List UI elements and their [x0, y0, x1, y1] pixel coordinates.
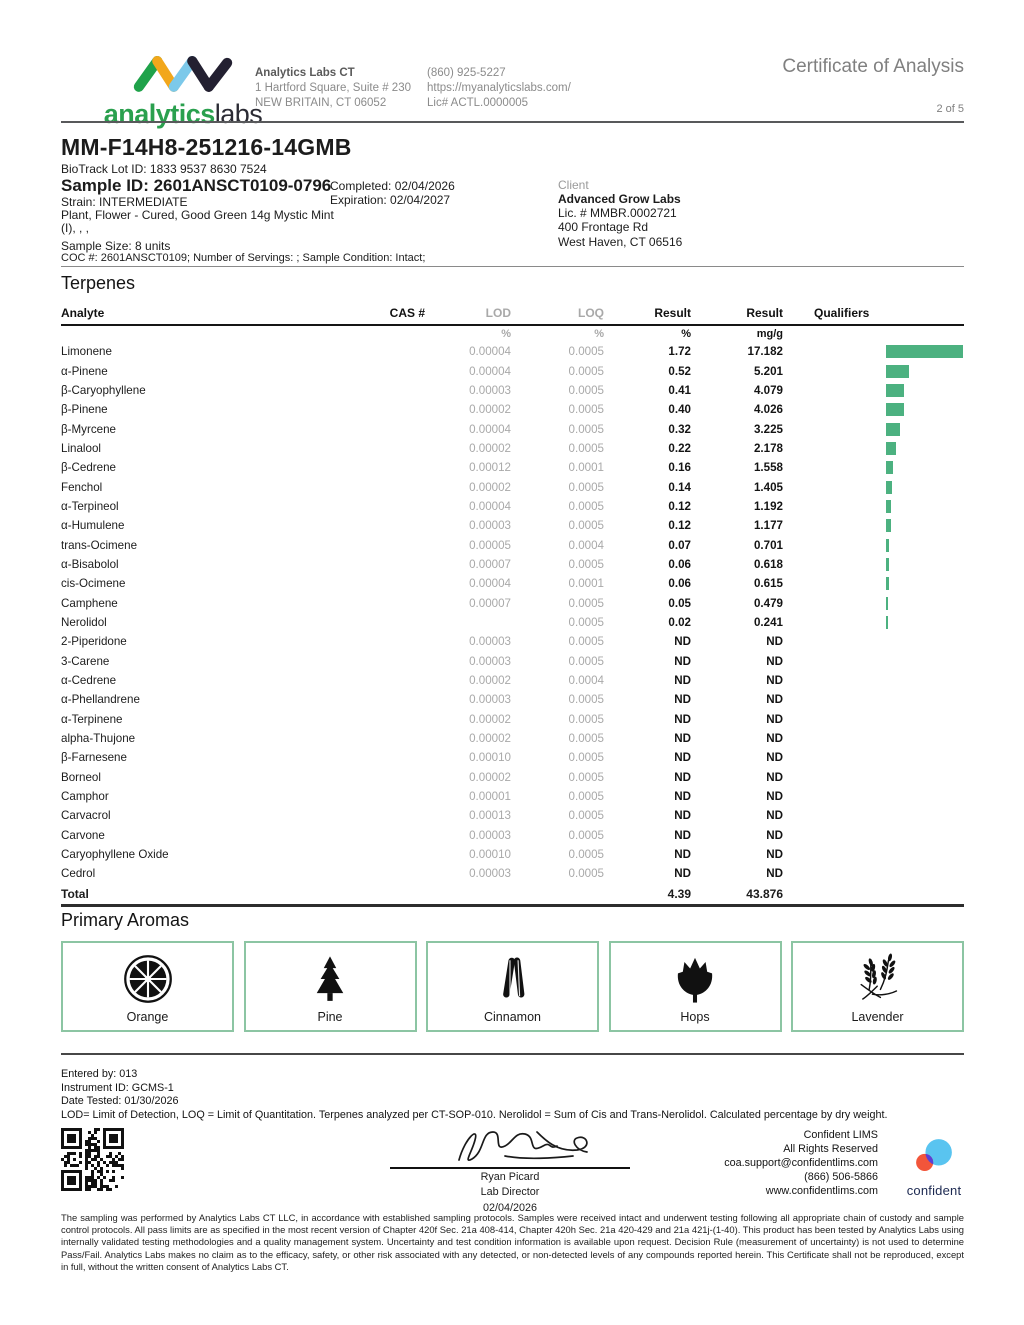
aroma-label: Hops [680, 1010, 710, 1024]
bar-cell [886, 423, 964, 436]
bar-cell [886, 558, 964, 571]
loq-value: 0.0005 [568, 596, 604, 610]
lod-value: 0.00003 [469, 693, 511, 707]
result-mgg-value: ND [766, 712, 783, 726]
primary-aromas-row [61, 941, 964, 1032]
lims-email: coa.support@confidentlims.com [724, 1157, 878, 1170]
lod-value: 0.00007 [469, 596, 511, 610]
loq-value: 0.0005 [568, 732, 604, 746]
sample-info-section [61, 134, 964, 268]
lod-value: 0.00002 [469, 480, 511, 494]
terpene-bar [886, 597, 888, 610]
result-mgg-value: 1.405 [753, 480, 783, 494]
terpene-bar [886, 403, 904, 416]
result-mgg-value: ND [766, 693, 783, 707]
terpene-row [61, 535, 964, 554]
expiration-date: Expiration: 02/04/2027 [330, 193, 451, 207]
terpene-bar [886, 461, 893, 474]
bar-cell [886, 616, 964, 629]
bar-cell [886, 597, 964, 610]
analyte-name: α-Bisabolol [61, 557, 119, 571]
terpene-row [61, 419, 964, 438]
loq-value: 0.0005 [568, 345, 604, 359]
loq-value: 0.0005 [568, 848, 604, 862]
analyte-name: α-Phellandrene [61, 693, 140, 707]
terpene-row [61, 361, 964, 380]
lod-value: 0.00002 [469, 770, 511, 784]
analyte-name: trans-Ocimene [61, 538, 138, 552]
lab-phone: (860) 925-5227 [427, 67, 506, 79]
analyte-name: α-Cedrene [61, 674, 117, 688]
analyte-name: β-Myrcene [61, 422, 116, 436]
terpene-rows [61, 342, 964, 884]
analyte-name: alpha-Thujone [61, 732, 136, 746]
loq-value: 0.0005 [568, 828, 604, 842]
lod-value: 0.00004 [469, 422, 511, 436]
result-pct-value: 0.06 [668, 557, 691, 571]
qr-code [61, 1128, 124, 1191]
loq-value: 0.0005 [568, 519, 604, 533]
col-result-mgg: Result [746, 306, 783, 320]
result-mgg-value: 0.618 [753, 557, 783, 571]
result-pct-value: 0.06 [668, 577, 691, 591]
analyte-name: β-Caryophyllene [61, 383, 146, 397]
result-pct-value: 0.16 [668, 461, 691, 475]
client-address1: 400 Frontage Rd [558, 220, 649, 235]
primary-aromas-title: Primary Aromas [61, 910, 190, 930]
result-pct-value: 1.72 [668, 345, 691, 359]
sample-id: Sample ID: 2601ANSCT0109-0796 [61, 176, 332, 195]
loq-value: 0.0005 [568, 751, 604, 765]
aroma-label: Lavender [851, 1010, 904, 1024]
loq-value: 0.0005 [568, 712, 604, 726]
result-mgg-value: 0.615 [753, 577, 783, 591]
lab-address-line2: NEW BRITAIN, CT 06052 [255, 97, 387, 110]
aroma-card-hops [609, 941, 782, 1032]
terpene-row [61, 652, 964, 671]
lab-name: Analytics Labs CT [255, 67, 355, 79]
terpenes-section-title: Terpenes [61, 273, 136, 293]
result-mgg-value: ND [766, 635, 783, 649]
aroma-card-orange [61, 941, 234, 1032]
lod-value: 0.00002 [469, 403, 511, 417]
col-lod: LOD [485, 306, 511, 320]
result-mgg-value: ND [766, 809, 783, 823]
aroma-card-cinnamon [426, 941, 599, 1032]
terpene-row [61, 806, 964, 825]
terpene-row [61, 632, 964, 651]
lod-value: 0.00007 [469, 557, 511, 571]
analyte-name: β-Farnesene [61, 751, 127, 765]
lims-name: Confident LIMS [803, 1129, 878, 1141]
loq-value: 0.0005 [568, 383, 604, 397]
signature-date: 02/04/2026 [482, 1201, 538, 1214]
unit-lod: % [501, 328, 511, 340]
loq-value: 0.0005 [568, 654, 604, 668]
analyte-name: α-Pinene [61, 364, 108, 378]
lab-address-line1: 1 Hartford Square, Suite # 230 [255, 82, 411, 95]
instrument-id: Instrument ID: GCMS-1 [61, 1081, 174, 1094]
confident-wordmark: confident [906, 1183, 962, 1198]
analyte-name: Cedrol [61, 867, 96, 881]
test-metadata [61, 1068, 887, 1122]
result-mgg-value: 4.026 [753, 403, 783, 417]
signer-name: Ryan Picard [480, 1171, 540, 1183]
result-mgg-value: ND [766, 751, 783, 765]
result-pct-value: ND [674, 809, 691, 823]
terpene-row [61, 787, 964, 806]
entered-by: Entered by: 013 [61, 1068, 138, 1080]
col-cas: CAS # [389, 306, 425, 320]
loq-value: 0.0005 [568, 867, 604, 881]
lab-contact-block [427, 66, 571, 112]
method-note: LOD= Limit of Detection, LOQ = Limit of Quantitation. Terpenes analyzed per CT-SOP-010. Nerolidol = Sum of Cis and Trans-Nerolidol. Calculated percentage by dry weight. [61, 1108, 888, 1121]
analyte-name: cis-Ocimene [61, 577, 126, 591]
terpene-row [61, 710, 964, 729]
unit-result-pct: % [681, 328, 691, 340]
cinnamon-icon [490, 950, 536, 1008]
terpene-bar [886, 539, 889, 552]
lod-value: 0.00003 [469, 867, 511, 881]
total-row [61, 884, 964, 907]
terpene-row [61, 671, 964, 690]
logo-wordmark [93, 99, 273, 130]
aroma-card-lavender [791, 941, 964, 1032]
result-pct-value: ND [674, 790, 691, 804]
table-units-row [61, 326, 964, 342]
loq-value: 0.0005 [568, 480, 604, 494]
loq-value: 0.0005 [568, 403, 604, 417]
lod-value: 0.00002 [469, 674, 511, 688]
result-mgg-value: ND [766, 790, 783, 804]
lims-rights: All Rights Reserved [783, 1143, 878, 1156]
lod-value: 0.00004 [469, 499, 511, 513]
bar-cell [886, 384, 964, 397]
aroma-card-pine [244, 941, 417, 1032]
signer-title: Lab Director [480, 1186, 540, 1199]
result-mgg-value: ND [766, 732, 783, 746]
result-mgg-value: ND [766, 770, 783, 784]
result-pct-value: 0.41 [668, 383, 691, 397]
result-pct-value: 0.40 [668, 403, 691, 417]
terpene-row [61, 477, 964, 496]
terpene-row [61, 400, 964, 419]
analyte-name: Carvone [61, 828, 105, 842]
terpene-row [61, 864, 964, 883]
signature-line [390, 1167, 630, 1169]
terpene-row [61, 458, 964, 477]
bar-cell [886, 365, 964, 378]
analyte-name: Nerolidol [61, 615, 107, 629]
coc-line: COC #: 2601ANSCT0109; Number of Servings: ; Sample Condition: Intact; [61, 252, 426, 264]
loq-value: 0.0005 [568, 693, 604, 707]
client-block [558, 178, 682, 249]
lims-phone: (866) 506-5866 [804, 1171, 878, 1184]
loq-value: 0.0004 [568, 538, 604, 552]
analyte-name: 3-Carene [61, 654, 110, 668]
loq-value: 0.0005 [568, 364, 604, 378]
analyte-name: Borneol [61, 770, 101, 784]
lod-value: 0.00003 [469, 519, 511, 533]
analyte-name: β-Cedrene [61, 461, 117, 475]
terpene-row [61, 768, 964, 787]
terpene-row [61, 574, 964, 593]
total-result-pct: 4.39 [667, 886, 691, 901]
col-analyte: Analyte [61, 306, 105, 320]
pine-icon [305, 951, 355, 1007]
col-qualifiers: Qualifiers [814, 306, 870, 320]
lod-value: 0.00004 [469, 577, 511, 591]
logo-wordmark-labs: labs [214, 99, 263, 129]
result-pct-value: 0.22 [668, 441, 691, 455]
result-mgg-value: 2.178 [753, 441, 783, 455]
terpene-row [61, 613, 964, 632]
lod-value: 0.00013 [469, 809, 511, 823]
lod-value: 0.00003 [469, 828, 511, 842]
col-result-pct: Result [654, 306, 691, 320]
lod-value: 0.00012 [469, 461, 511, 475]
terpene-bar [886, 481, 892, 494]
table-header-row [61, 306, 964, 326]
result-pct-value: ND [674, 751, 691, 765]
terpene-bar [886, 345, 963, 358]
lod-value: 0.00005 [469, 538, 511, 552]
bar-cell [886, 577, 964, 590]
date-tested: Date Tested: 01/30/2026 [61, 1095, 179, 1108]
analyte-name: β-Pinene [61, 403, 108, 417]
lod-value: 0.00003 [469, 635, 511, 649]
analytics-labs-logo [93, 50, 273, 130]
analyte-name: Carvacrol [61, 809, 111, 823]
terpene-row [61, 748, 964, 767]
client-name: Advanced Grow Labs [558, 192, 681, 207]
result-pct-value: ND [674, 732, 691, 746]
total-label: Total [61, 886, 89, 901]
client-license: Lic. # MMBR.0002721 [558, 206, 677, 221]
result-pct-value: ND [674, 712, 691, 726]
result-pct-value: 0.05 [668, 596, 691, 610]
lavender-icon [850, 950, 906, 1008]
result-pct-value: ND [674, 693, 691, 707]
terpene-bar [886, 365, 909, 378]
product-description-line1: Plant, Flower - Cured, Good Green 14g Mystic Mint [61, 208, 334, 222]
aroma-label: Pine [317, 1010, 343, 1024]
page-number: 2 of 5 [936, 103, 964, 115]
footer-divider [61, 1053, 964, 1055]
terpene-row [61, 729, 964, 748]
header-divider [61, 121, 964, 123]
analyte-name: Caryophyllene Oxide [61, 848, 169, 862]
result-pct-value: ND [674, 635, 691, 649]
bar-cell [886, 481, 964, 494]
terpene-bar [886, 577, 889, 590]
result-mgg-value: 3.225 [753, 422, 783, 436]
product-description-line2: (I), , , [61, 221, 89, 235]
result-pct-value: 0.02 [668, 615, 691, 629]
lab-license: Lic# ACTL.0000005 [427, 97, 529, 110]
result-mgg-value: 0.241 [753, 615, 783, 629]
result-pct-value: 0.12 [668, 519, 691, 533]
terpene-row [61, 690, 964, 709]
loq-value: 0.0005 [568, 770, 604, 784]
terpene-bar [886, 616, 888, 629]
terpene-row [61, 439, 964, 458]
sample-divider [61, 266, 964, 267]
total-result-mgg: 43.876 [746, 886, 783, 901]
bar-cell [886, 500, 964, 513]
analyte-name: Camphene [61, 596, 118, 610]
loq-value: 0.0005 [568, 790, 604, 804]
bar-cell [886, 539, 964, 552]
lab-website: https://myanalyticslabs.com/ [427, 82, 571, 95]
col-bar-spacer [886, 306, 964, 320]
lims-credit-block [724, 1128, 878, 1198]
signature-block [390, 1122, 630, 1215]
confident-logo [896, 1136, 972, 1198]
loq-value: 0.0001 [568, 461, 604, 475]
zigzag-logo-icon [127, 50, 239, 96]
result-mgg-value: 0.479 [753, 596, 783, 610]
result-mgg-value: 17.182 [747, 345, 783, 359]
terpene-row [61, 516, 964, 535]
terpene-bar [886, 442, 896, 455]
result-pct-value: 0.07 [668, 538, 691, 552]
confident-logo-icon [906, 1136, 962, 1178]
result-mgg-value: ND [766, 674, 783, 688]
analyte-name: Limonene [61, 345, 112, 359]
aroma-label: Cinnamon [484, 1010, 541, 1024]
loq-value: 0.0005 [568, 441, 604, 455]
document-title: Certificate of Analysis [782, 56, 964, 77]
terpene-row [61, 845, 964, 864]
loq-value: 0.0005 [568, 615, 604, 629]
terpene-row [61, 593, 964, 612]
result-pct-value: ND [674, 674, 691, 688]
logo-wordmark-analytics: analytics [103, 99, 215, 129]
loq-value: 0.0005 [568, 635, 604, 649]
result-pct-value: 0.14 [668, 480, 691, 494]
lod-value: 0.00001 [469, 790, 511, 804]
strain: Strain: INTERMEDIATE [61, 195, 188, 209]
bar-cell [886, 345, 964, 358]
terpene-bar [886, 423, 900, 436]
result-mgg-value: 1.558 [753, 461, 783, 475]
sample-size: Sample Size: 8 units [61, 239, 171, 253]
result-mgg-value: 4.079 [753, 383, 783, 397]
terpene-bar [886, 519, 891, 532]
result-pct-value: 0.32 [668, 422, 691, 436]
lod-value: 0.00002 [469, 441, 511, 455]
biotrack-lot-id: BioTrack Lot ID: 1833 9537 8630 7524 [61, 162, 267, 176]
result-pct-value: 0.52 [668, 364, 691, 378]
result-pct-value: ND [674, 770, 691, 784]
analyte-name: α-Humulene [61, 519, 125, 533]
analyte-name: 2-Piperidone [61, 635, 127, 649]
aroma-label: Orange [126, 1010, 169, 1024]
hops-icon [669, 951, 721, 1007]
result-mgg-value: 1.192 [753, 499, 783, 513]
lod-value: 0.00004 [469, 364, 511, 378]
analyte-name: Linalool [61, 441, 101, 455]
bar-cell [886, 403, 964, 416]
terpene-row [61, 381, 964, 400]
page-header [61, 50, 964, 129]
bar-cell [886, 442, 964, 455]
lod-value: 0.00004 [469, 345, 511, 359]
lod-value: 0.00010 [469, 751, 511, 765]
result-pct-value: ND [674, 848, 691, 862]
lod-value: 0.00002 [469, 732, 511, 746]
result-mgg-value: ND [766, 867, 783, 881]
bar-cell [886, 461, 964, 474]
orange-icon [119, 951, 177, 1007]
lims-website: www.confidentlims.com [765, 1185, 878, 1198]
analyte-name: α-Terpinene [61, 712, 123, 726]
loq-value: 0.0004 [568, 674, 604, 688]
bar-cell [886, 519, 964, 532]
terpene-row [61, 555, 964, 574]
lod-value: 0.00010 [469, 848, 511, 862]
client-label: Client [558, 178, 589, 192]
loq-value: 0.0005 [568, 422, 604, 436]
lod-value: 0.00002 [469, 712, 511, 726]
signature-icon [435, 1122, 615, 1166]
terpene-row [61, 342, 964, 361]
completed-date: Completed: 02/04/2026 [330, 179, 455, 193]
result-mgg-value: ND [766, 828, 783, 842]
analyte-name: α-Terpineol [61, 499, 119, 513]
terpene-bar [886, 384, 904, 397]
legal-disclaimer: The sampling was performed by Analytics Labs CT LLC, in accordance with established sampling protocols. Samples were received intact and underwent testing following all appropriate chain of custody and sample control protocols. All pass limits are as specified in the most recent version of Chapter 420f Sec. 21a 408-414, Chapter 420h Sec. 21a 420-429 and 21a 421j-(1-40). This product has been tested by Analytics Labs using internally validated testing methodologies and a quality management system. Uncertainty and test condition information is available upon request. Decision Rule (measurement of uncertainty) is not used to determine Pass/Fail. Analytics Labs makes no claim as to the efficacy, safety, or other risk associated with any detected, or non-detected levels of any compounds reported herein. This Certificate shall not be reproduced, except in full, without the written consent of Analytics Labs CT. [61, 1212, 964, 1272]
loq-value: 0.0001 [568, 577, 604, 591]
result-pct-value: ND [674, 654, 691, 668]
result-mgg-value: ND [766, 848, 783, 862]
result-mgg-value: 0.701 [753, 538, 783, 552]
result-mgg-value: ND [766, 654, 783, 668]
analyte-name: Camphor [61, 790, 109, 804]
col-loq: LOQ [578, 306, 604, 320]
batch-title: MM-F14H8-251216-14GMB [61, 134, 352, 160]
loq-value: 0.0005 [568, 499, 604, 513]
result-pct-value: ND [674, 867, 691, 881]
analyte-name: Fenchol [61, 480, 103, 494]
unit-result-mgg: mg/g [756, 328, 783, 340]
lod-value: 0.00003 [469, 383, 511, 397]
loq-value: 0.0005 [568, 809, 604, 823]
lab-address-block [255, 66, 411, 112]
result-pct-value: ND [674, 828, 691, 842]
unit-loq: % [594, 328, 604, 340]
terpene-bar [886, 500, 891, 513]
result-pct-value: 0.12 [668, 499, 691, 513]
result-mgg-value: 5.201 [753, 364, 783, 378]
terpene-row [61, 497, 964, 516]
terpene-bar [886, 558, 889, 571]
client-address2: West Haven, CT 06516 [558, 234, 683, 249]
terpene-row [61, 826, 964, 845]
lod-value: 0.00003 [469, 654, 511, 668]
result-mgg-value: 1.177 [753, 519, 783, 533]
loq-value: 0.0005 [568, 557, 604, 571]
terpenes-table [61, 306, 964, 907]
